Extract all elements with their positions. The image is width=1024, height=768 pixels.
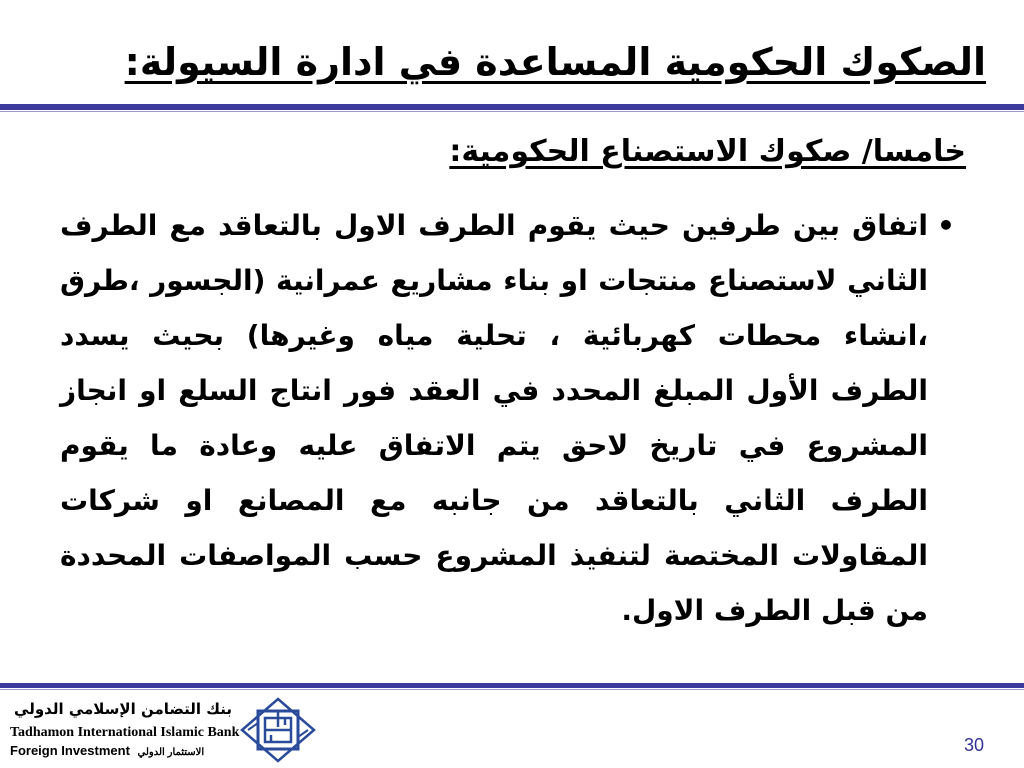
bullet-icon: • xyxy=(937,209,955,242)
slide-title-text: الصكوك الحكومية المساعدة في ادارة السيولة: xyxy=(124,40,986,84)
tagline-arabic: الاستثمار الدولي xyxy=(137,747,205,758)
slide-title xyxy=(40,40,986,86)
bank-logo xyxy=(10,697,320,763)
title-divider xyxy=(0,104,1024,110)
bank-name-arabic: بنك التضامن الإسلامي الدولي xyxy=(14,700,232,718)
title-divider-shadow xyxy=(0,111,1024,112)
tagline-english: Foreign Investment xyxy=(10,743,130,758)
footer-divider xyxy=(0,683,1024,688)
page-number: 30 xyxy=(963,735,984,755)
logo-tagline xyxy=(10,743,232,758)
section-heading xyxy=(60,132,966,171)
bullet-list-item xyxy=(60,198,964,638)
bank-emblem-icon xyxy=(240,697,316,763)
bullet-text: اتفاق بين طرفين حيث يقوم الطرف الاول بالتعاقد مع الطرف الثاني لاستصناع منتجات او بناء مشاريع عمرانية (الجسور ،طرق ،انشاء محطات كهربائية ، تحلية مياه وغيرها) بحيث يسدد الطرف الأول المبلغ المحدد في العقد فور انتاج السلع او انجاز المشروع في تاريخ لاحق يتم الاتفاق عليه وعادة ما يقوم الطرف الثاني بالتعاقد من جانبه مع المصانع او شركات المقاولات المختصة لتنفيذ المشروع حسب المواصفات المحددة من قبل الطرف الاول. xyxy=(60,209,928,627)
bank-name-english: Tadhamon International Islamic Bank xyxy=(10,725,240,740)
footer-divider-shadow xyxy=(0,689,1024,690)
section-heading-text: خامسا/ صكوك الاستصناع الحكومية: xyxy=(449,134,966,169)
